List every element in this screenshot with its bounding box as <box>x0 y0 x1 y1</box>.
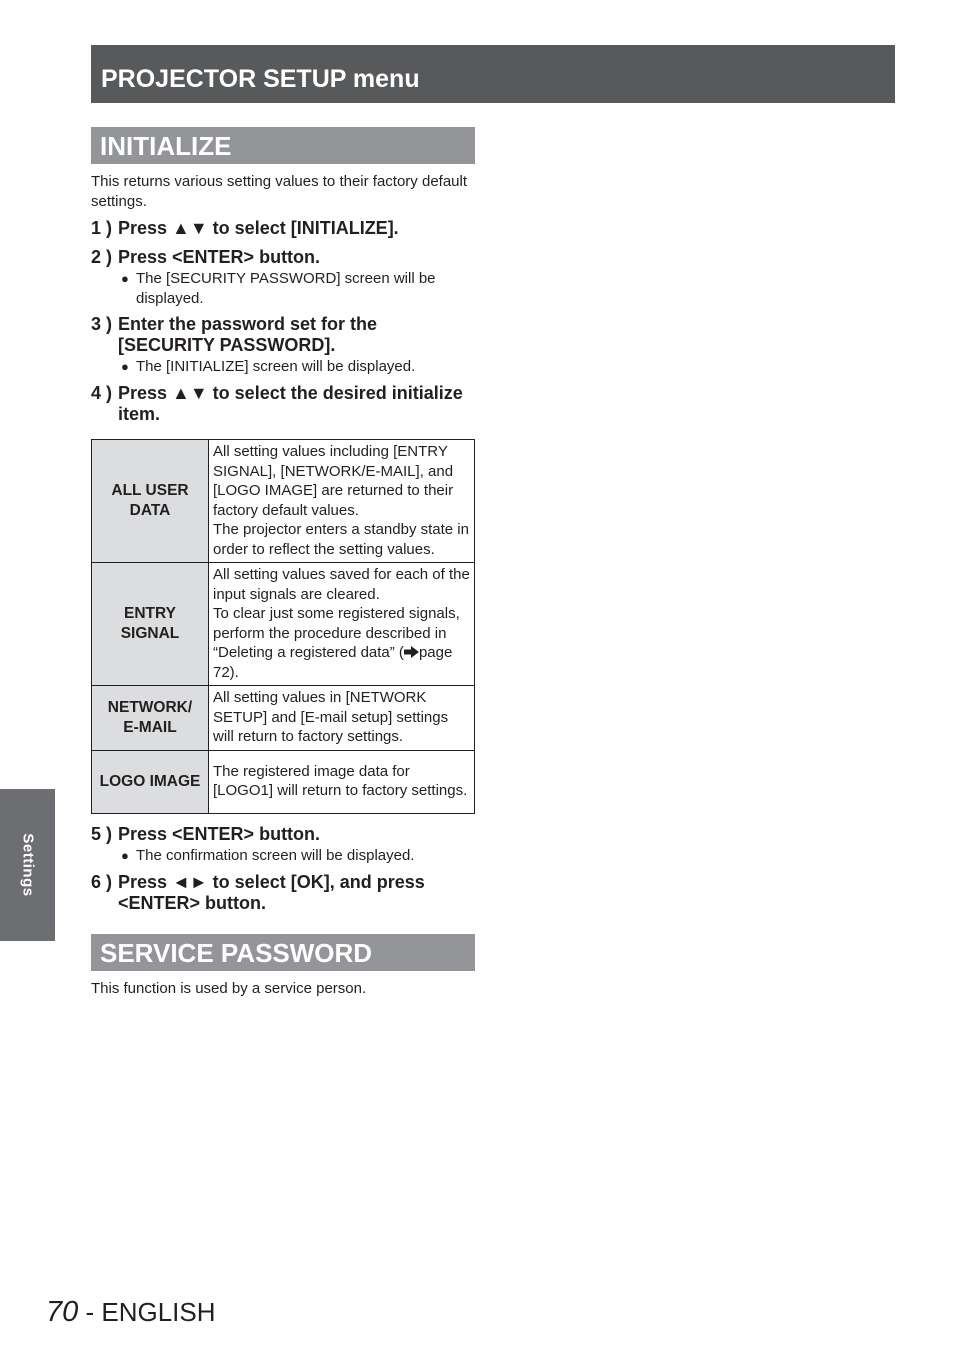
footer-language: - ENGLISH <box>78 1297 216 1327</box>
section-title-service-password: SERVICE PASSWORD <box>100 938 373 968</box>
initialize-items-table <box>91 439 475 814</box>
initialize-intro: This returns various setting values to their factory default settings. <box>91 173 468 210</box>
step-1 <box>91 218 475 239</box>
item-description-text: All setting values including [ENTRY SIGNAL], [NETWORK/E-MAIL], and [LOGO IMAGE] are returned to their factory default values. <box>213 443 454 519</box>
step-3 <box>91 314 475 377</box>
step-text: Enter the password set for the [SECURITY PASSWORD]. <box>118 314 378 355</box>
table-row <box>92 686 475 751</box>
step-text: Press ◄► to select [OK], and press <ENTER> button. <box>118 872 425 913</box>
table-row <box>92 440 475 563</box>
step-note <box>121 846 475 866</box>
bullet-dot-icon: ● <box>121 271 129 286</box>
item-label: ALL USER DATA <box>92 440 209 563</box>
step-note <box>121 357 475 377</box>
step-note <box>121 269 475 308</box>
step-text: Press <ENTER> button. <box>118 824 321 844</box>
step-number: 4 ) <box>91 383 113 403</box>
step-note-text: The [INITIALIZE] screen will be displayed. <box>136 358 416 375</box>
page-reference[interactable]: page 72). <box>213 644 453 681</box>
item-description: The registered image data for [LOGO1] will return to factory settings. <box>209 750 475 813</box>
step-text: Press ▲▼ to select the desired initialize item. <box>118 383 463 424</box>
step-note-text: The confirmation screen will be displayed. <box>136 847 415 864</box>
section-header-initialize <box>91 127 475 164</box>
section-title-initialize: INITIALIZE <box>100 131 232 161</box>
table-row <box>92 750 475 813</box>
service-password-text: This function is used by a service person. <box>91 980 367 997</box>
step-text: Press ▲▼ to select [INITIALIZE]. <box>118 218 399 238</box>
item-label-line-2: E-MAIL <box>123 718 177 736</box>
step-6 <box>91 872 475 914</box>
side-tab-label: Settings <box>19 833 36 897</box>
step-2 <box>91 247 475 308</box>
item-description <box>209 563 475 686</box>
item-label: ENTRY SIGNAL <box>92 563 209 686</box>
side-tab-settings[interactable] <box>0 789 55 941</box>
step-number: 6 ) <box>91 872 113 892</box>
step-4 <box>91 383 475 425</box>
bullet-dot-icon: ● <box>121 359 129 374</box>
step-number: 1 ) <box>91 218 113 238</box>
item-description-text-2: To clear just some registered signals, perform the procedure described in “Deleting a registered data” ( <box>213 605 460 661</box>
header-bar <box>91 45 895 103</box>
item-description-text: All setting values saved for each of the input signals are cleared. <box>213 566 470 603</box>
page-number: 70 <box>46 1296 79 1328</box>
step-text: Press <ENTER> button. <box>118 247 321 267</box>
step-number: 3 ) <box>91 314 113 334</box>
page-title: PROJECTOR SETUP menu <box>101 65 420 93</box>
step-number: 2 ) <box>91 247 113 267</box>
bullet-dot-icon: ● <box>121 848 129 863</box>
section-header-service-password <box>91 934 475 971</box>
item-label-line-1: NETWORK/ <box>107 698 193 716</box>
step-number: 5 ) <box>91 824 113 844</box>
item-description-text-2: The projector enters a standby state in order to reflect the setting values. <box>213 521 469 558</box>
table-row <box>92 563 475 686</box>
item-description <box>209 440 475 563</box>
step-5 <box>91 824 475 866</box>
page-footer <box>46 1296 216 1329</box>
item-label: LOGO IMAGE <box>92 750 209 813</box>
step-note-text: The [SECURITY PASSWORD] screen will be displayed. <box>136 270 436 307</box>
arrow-right-icon <box>404 646 419 658</box>
item-label <box>92 686 209 751</box>
item-description: All setting values in [NETWORK SETUP] and [E-mail setup] settings will return to factory settings. <box>209 686 475 751</box>
